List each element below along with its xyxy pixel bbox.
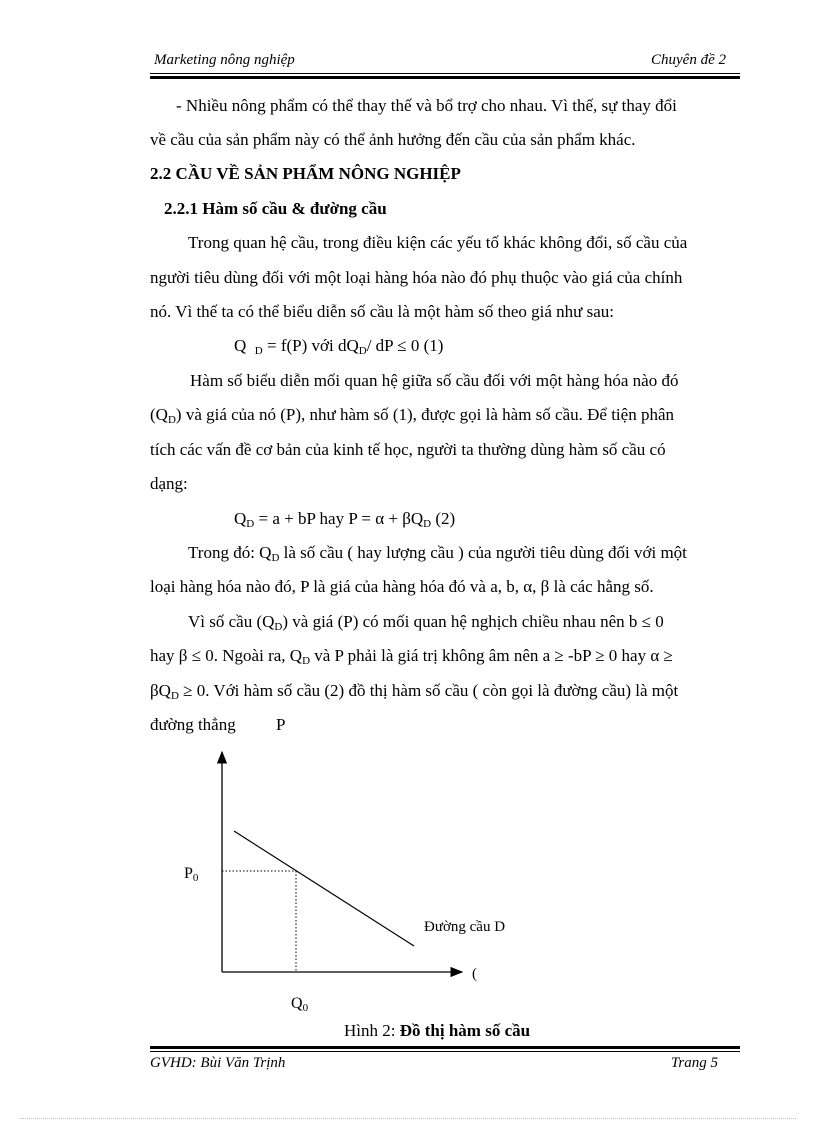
figure-caption: Hình 2: Đồ thị hàm số cầu — [344, 1021, 531, 1040]
paragraph-line: dạng: — [150, 474, 188, 493]
paragraph-line: đường thẳng — [150, 715, 236, 734]
p0-label: $P_0$ — [184, 865, 199, 884]
q0-label: $Q_0$ — [291, 995, 309, 1014]
paragraph-line: - Nhiều nông phẩm có thể thay thế và bổ trợ cho nhau. Vì thế, sự thay đổi — [176, 96, 677, 115]
paragraph-line: tích các vấn đề cơ bản của kinh tế học, người ta thường dùng hàm số cầu có — [150, 440, 666, 459]
header-chapter: Chuyên đề 2 — [651, 52, 726, 68]
paragraph-line: Trong đó: $Q_D$ là số cầu ( hay lượng cầu ) của người tiêu dùng đối với một — [188, 543, 687, 564]
page-number: Trang 5 — [670, 1055, 718, 1071]
demand-curve-line — [234, 831, 414, 946]
paragraph-line: Vì số cầu $(Q_D)$ và giá (P) có mối quan hệ nghịch chiều nhau nên b ≤ 0 — [188, 612, 664, 633]
demand-curve-label: Đường cầu D — [424, 919, 506, 935]
footer-advisor: GVHD: Bùi Văn Trịnh — [150, 1055, 286, 1071]
x-axis-label: ( — [472, 966, 477, 982]
equation-2: $Q_D = a$ + bP hay $P = \alpha + \beta Q_D$ (2) — [234, 509, 456, 530]
paragraph-line: người tiêu dùng đối với một loại hàng hóa nào đó phụ thuộc vào giá của chính — [150, 268, 683, 287]
paragraph-line: Trong quan hệ cầu, trong điều kiện các yếu tố khác không đổi, số cầu của — [188, 233, 688, 252]
paragraph-line: $\beta Q_D \ge 0$. Với hàm số cầu (2) đồ thị hàm số cầu ( còn gọi là đường cầu) là một — [150, 681, 679, 702]
footer-rule-thick — [150, 1046, 740, 1049]
subsection-heading: 2.2.1 Hàm số cầu & đường cầu — [164, 199, 387, 218]
y-axis-label: P — [276, 715, 286, 734]
paragraph-line: loại hàng hóa nào đó, P là giá của hàng hóa đó và a, b, α, β là các hằng số. — [150, 577, 654, 596]
page-edge — [20, 1118, 796, 1119]
paragraph-line: $(Q_D)$ và giá của nó (P), như hàm số (1), được gọi là hàm số cầu. Để tiện phân — [150, 405, 674, 426]
paragraph-line: Hàm số biểu diễn mối quan hệ giữa số cầu đối với một hàng hóa nào đó — [190, 371, 679, 390]
equation-1: Q $_D$ = f(P) với $dQ_D/$ dP ≤ 0 (1) — [234, 336, 444, 357]
paragraph-line: hay β ≤ 0. Ngoài ra, $Q_D$ và P phải là giá trị không âm nên a ≥ -bP ≥ 0 hay α ≥ — [150, 646, 673, 667]
paragraph-line: nó. Vì thế ta có thể biểu diễn số cầu là một hàm số theo giá như sau: — [150, 302, 615, 321]
footer-rule-thin — [150, 1051, 740, 1052]
section-heading: 2.2 CẦU VỀ SẢN PHẨM NÔNG NGHIỆP — [150, 164, 461, 183]
paragraph-line: về cầu của sản phẩm này có thể ảnh hưởng đến cầu của sản phẩm khác. — [150, 130, 636, 149]
header-course-title: Marketing nông nghiệp — [154, 52, 295, 68]
